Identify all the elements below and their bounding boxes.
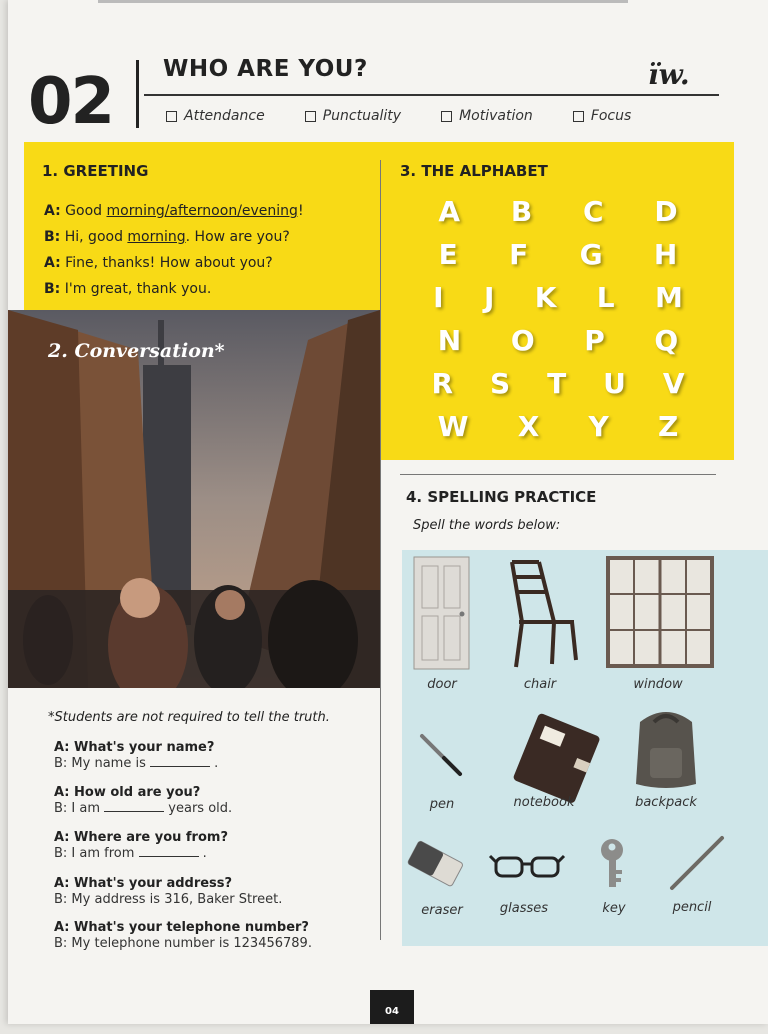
alphabet-letter: M [654, 281, 683, 314]
unit-title: WHO ARE YOU? [163, 56, 368, 82]
greeting-line: B: Hi, good morning. How are you? [44, 229, 290, 245]
conversation-question: A: How old are you? [54, 785, 201, 800]
alphabet-row [413, 190, 703, 233]
conversation-item [54, 876, 282, 908]
key-icon [601, 839, 623, 887]
conversation-answer: B: My address is 316, Baker Street. [54, 892, 283, 907]
alphabet-row [413, 319, 703, 362]
conversation-answer: B: My name is . [54, 756, 219, 771]
conversation-title: 2. Conversation* [48, 340, 225, 362]
word-pen: pen [429, 797, 455, 812]
checkbox-icon[interactable] [166, 111, 177, 122]
alphabet-grid [413, 190, 703, 448]
alphabet-letter: C [582, 195, 604, 228]
greeting-line: A: Good morning/afternoon/evening! [44, 203, 304, 219]
page-number: 04 [370, 990, 414, 1024]
alphabet-letter: I [433, 281, 444, 314]
alphabet-letter: T [547, 367, 567, 400]
alphabet-letter: B [510, 195, 533, 228]
conversation-question: A: Where are you from? [54, 830, 228, 845]
alphabet-letter: J [483, 281, 495, 314]
word-eraser: eraser [421, 903, 463, 918]
alphabet-letter: A [438, 195, 461, 228]
conversation-answer: B: I am from . [54, 846, 207, 861]
conversation-item [54, 785, 232, 817]
alphabet-letter: E [438, 238, 458, 271]
alphabet-row [413, 276, 703, 319]
conversation-answer: B: My telephone number is 123456789. [54, 936, 312, 951]
spelling-pictures [404, 552, 768, 946]
alphabet-letter: O [510, 324, 535, 357]
spelling-title: 4. SPELLING PRACTICE [406, 488, 597, 506]
alphabet-title: 3. THE ALPHABET [400, 162, 548, 180]
word-chair: chair [523, 677, 557, 692]
unit-number: 02 [28, 65, 114, 139]
alphabet-letter: D [654, 195, 678, 228]
alphabet-letter: K [534, 281, 557, 314]
checkbox-icon[interactable] [573, 111, 584, 122]
word-key: key [602, 901, 626, 916]
conversation-item [54, 920, 312, 952]
word-window: window [633, 677, 683, 692]
checkbox-icon[interactable] [305, 111, 316, 122]
word-door: door [427, 677, 457, 692]
answer-blank[interactable] [139, 846, 199, 857]
greeting-line: B: I'm great, thank you. [44, 281, 212, 297]
pencil-icon [672, 838, 722, 888]
greeting-line: A: Fine, thanks! How about you? [44, 255, 273, 271]
conversation-question: A: What's your address? [54, 876, 233, 891]
word-notebook: notebook [513, 795, 575, 810]
check-punctuality[interactable]: Punctuality [305, 104, 401, 128]
conversation-item [54, 740, 218, 772]
alphabet-letter: X [517, 410, 540, 443]
alphabet-row [413, 233, 703, 276]
alphabet-letter: N [437, 324, 462, 357]
truth-note: *Students are not required to tell the truth. [48, 710, 330, 725]
answer-blank[interactable] [150, 756, 210, 767]
window-icon [608, 558, 712, 666]
alphabet-letter: H [653, 238, 678, 271]
alphabet-letter: L [596, 281, 615, 314]
alphabet-letter: P [584, 324, 605, 357]
chair-icon [512, 562, 576, 667]
alphabet-letter: Q [654, 324, 679, 357]
header-divider [136, 60, 139, 128]
alphabet-letter: F [509, 238, 529, 271]
word-backpack: backpack [635, 795, 697, 810]
alphabet-letter: R [431, 367, 454, 400]
glasses-icon [490, 856, 564, 876]
eraser-icon [407, 840, 463, 886]
top-edge-line [98, 0, 628, 3]
brand-logo: ïw. [648, 58, 690, 91]
alphabet-letter: U [603, 367, 626, 400]
header-rule [144, 94, 719, 96]
alphabet-letter: V [662, 367, 685, 400]
word-glasses: glasses [499, 901, 549, 916]
check-motivation[interactable]: Motivation [441, 104, 533, 128]
column-divider [380, 160, 381, 940]
greeting-title: 1. GREETING [42, 162, 149, 180]
door-icon [414, 557, 469, 669]
conversation-item [54, 830, 228, 862]
section-separator [400, 474, 716, 475]
checkbox-icon[interactable] [441, 111, 452, 122]
criteria-checklist [166, 104, 726, 128]
alphabet-letter: Y [588, 410, 609, 443]
conversation-answer: B: I am years old. [54, 801, 233, 816]
notebook-icon [512, 713, 600, 804]
alphabet-row [413, 405, 703, 448]
alphabet-letter: Z [658, 410, 679, 443]
alphabet-letter: G [579, 238, 603, 271]
pen-icon [422, 736, 460, 774]
word-pencil: pencil [672, 900, 712, 915]
backpack-icon [636, 712, 696, 788]
workbook-page [8, 0, 768, 1024]
spelling-subtitle: Spell the words below: [413, 518, 561, 533]
city-street-photo [8, 310, 380, 688]
check-attendance[interactable]: Attendance [166, 104, 265, 128]
conversation-question: A: What's your name? [54, 740, 215, 755]
alphabet-row [413, 362, 703, 405]
greeting-dialogue [44, 198, 304, 302]
conversation-question: A: What's your telephone number? [54, 920, 309, 935]
answer-blank[interactable] [104, 801, 164, 812]
alphabet-letter: S [489, 367, 511, 400]
check-focus[interactable]: Focus [573, 104, 631, 128]
alphabet-letter: W [437, 410, 469, 443]
